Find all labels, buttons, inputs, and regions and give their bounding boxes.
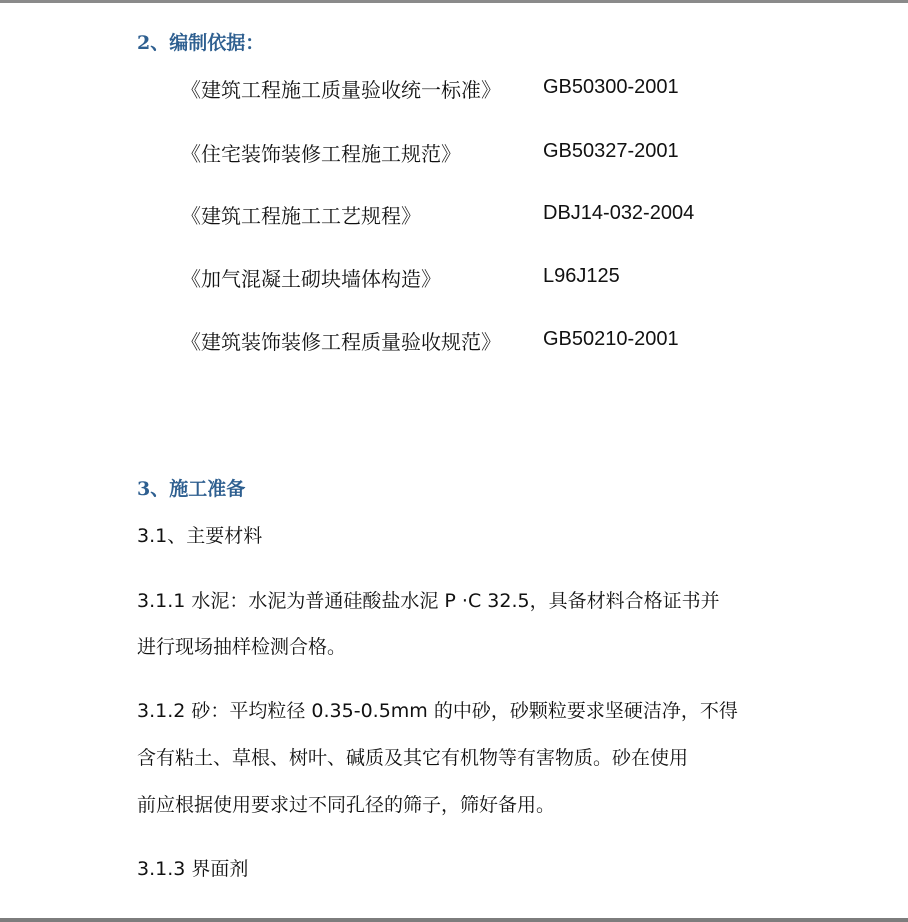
- section-3-heading: 3、施工准备: [137, 478, 246, 500]
- section-2-heading: 2、编制依据：: [137, 32, 265, 54]
- reference-code: GB50300-2001: [543, 76, 679, 98]
- reference-title: 《加气混凝土砌块墙体构造》: [181, 267, 441, 291]
- page-bottom-border: [0, 918, 908, 922]
- paragraph-line: 3.1.1 水泥：水泥为普通硅酸盐水泥 P ·C 32.5，具备材料合格证书并: [137, 590, 720, 612]
- paragraph-line: 3.1.2 砂：平均粒径 0.35-0.5mm 的中砂，砂颗粒要求坚硬洁净，不得: [137, 700, 738, 722]
- page-top-border: [0, 0, 908, 3]
- paragraph-line: 前应根据使用要求过不同孔径的筛子，筛好备用。: [137, 794, 556, 816]
- reference-code: GB50327-2001: [543, 140, 679, 162]
- reference-title: 《建筑工程施工质量验收统一标准》: [181, 78, 501, 102]
- reference-title: 《建筑工程施工工艺规程》: [181, 204, 421, 228]
- reference-code: L96J125: [543, 265, 620, 287]
- reference-code: GB50210-2001: [543, 328, 679, 350]
- reference-title: 《建筑装饰装修工程质量验收规范》: [181, 330, 501, 354]
- item-3-1-3-label: 3.1.3 界面剂: [137, 858, 249, 880]
- reference-code: DBJ14-032-2004: [543, 202, 695, 224]
- paragraph-line: 进行现场抽样检测合格。: [137, 636, 347, 658]
- paragraph-line: 含有粘土、草根、树叶、碱质及其它有机物等有害物质。砂在使用: [137, 747, 689, 769]
- subsection-3-1-heading: 3.1、主要材料: [137, 525, 263, 547]
- reference-title: 《住宅装饰装修工程施工规范》: [181, 142, 461, 166]
